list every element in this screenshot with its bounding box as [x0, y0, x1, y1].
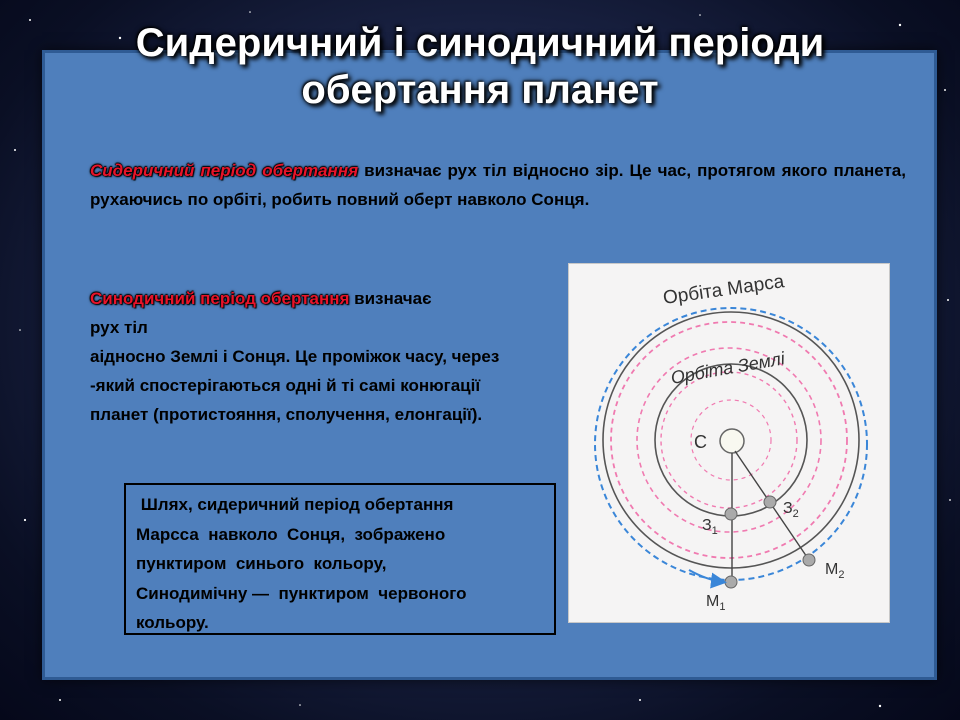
m1-label: [706, 593, 725, 613]
note-line-4: Синодимічну — пунктиром червоного: [136, 583, 467, 603]
note-line-5: кольору.: [136, 613, 209, 632]
sidereal-text: визначає рух тіл відносно зір. Це час, протягом якого планета, рухаючись по орбіті, робить повний оберт навколо Сонця.: [90, 161, 906, 209]
z1-label: [702, 517, 718, 537]
synodic-term: Синодичний період обертання: [90, 289, 350, 308]
synodic-text-a: визначає: [349, 289, 432, 308]
sidereal-term: Сидеричний період обертання: [90, 161, 359, 180]
mars-position-2: [803, 554, 815, 566]
note-line-1: Шлях, сидеричний період обертання: [136, 495, 454, 514]
earth-position-2: [764, 496, 776, 508]
z1-letter: З: [702, 517, 712, 534]
m2-letter: М: [825, 561, 839, 578]
title-line-1: Сидеричний і синодичний періоди: [135, 21, 825, 65]
synodic-paragraph: [90, 284, 530, 429]
note-line-2: Марсса навколо Сонця, зображено: [136, 524, 446, 544]
earth-position-1: [725, 508, 737, 520]
m2-sub: 2: [838, 569, 845, 581]
note-box: [124, 483, 556, 635]
note-line-3: пунктиром синього кольору,: [136, 554, 387, 573]
orbit-diagram: [568, 263, 890, 623]
mars-orbit-label: Орбіта Марса: [661, 271, 786, 309]
mars-position-1: [725, 576, 737, 588]
page-title: [0, 20, 960, 114]
m1-letter: М: [706, 593, 720, 610]
z2-letter: З: [783, 500, 793, 517]
z2-sub: 2: [792, 508, 799, 520]
sun-marker: [720, 429, 744, 453]
earth-orbit-label: Орбіта Землі: [669, 348, 787, 388]
m2-label: [825, 561, 844, 581]
synodic-text-c: аідносно Землі і Сонця. Це проміжок часу, через -який спостерігаються одні й ті самі конюгації планет (протистояння, сполучення, елонгації).: [90, 347, 500, 424]
blue-arrow: [689, 570, 723, 582]
sidereal-paragraph: [90, 156, 906, 214]
synodic-text-b: рух тіл: [90, 318, 148, 337]
m1-sub: 1: [719, 601, 726, 613]
z1-sub: 1: [711, 525, 718, 537]
sun-label: С: [694, 432, 707, 452]
title-line-2: обертання планет: [301, 68, 659, 112]
orbit-diagram-svg: [569, 264, 891, 624]
z2-label: [783, 500, 799, 520]
